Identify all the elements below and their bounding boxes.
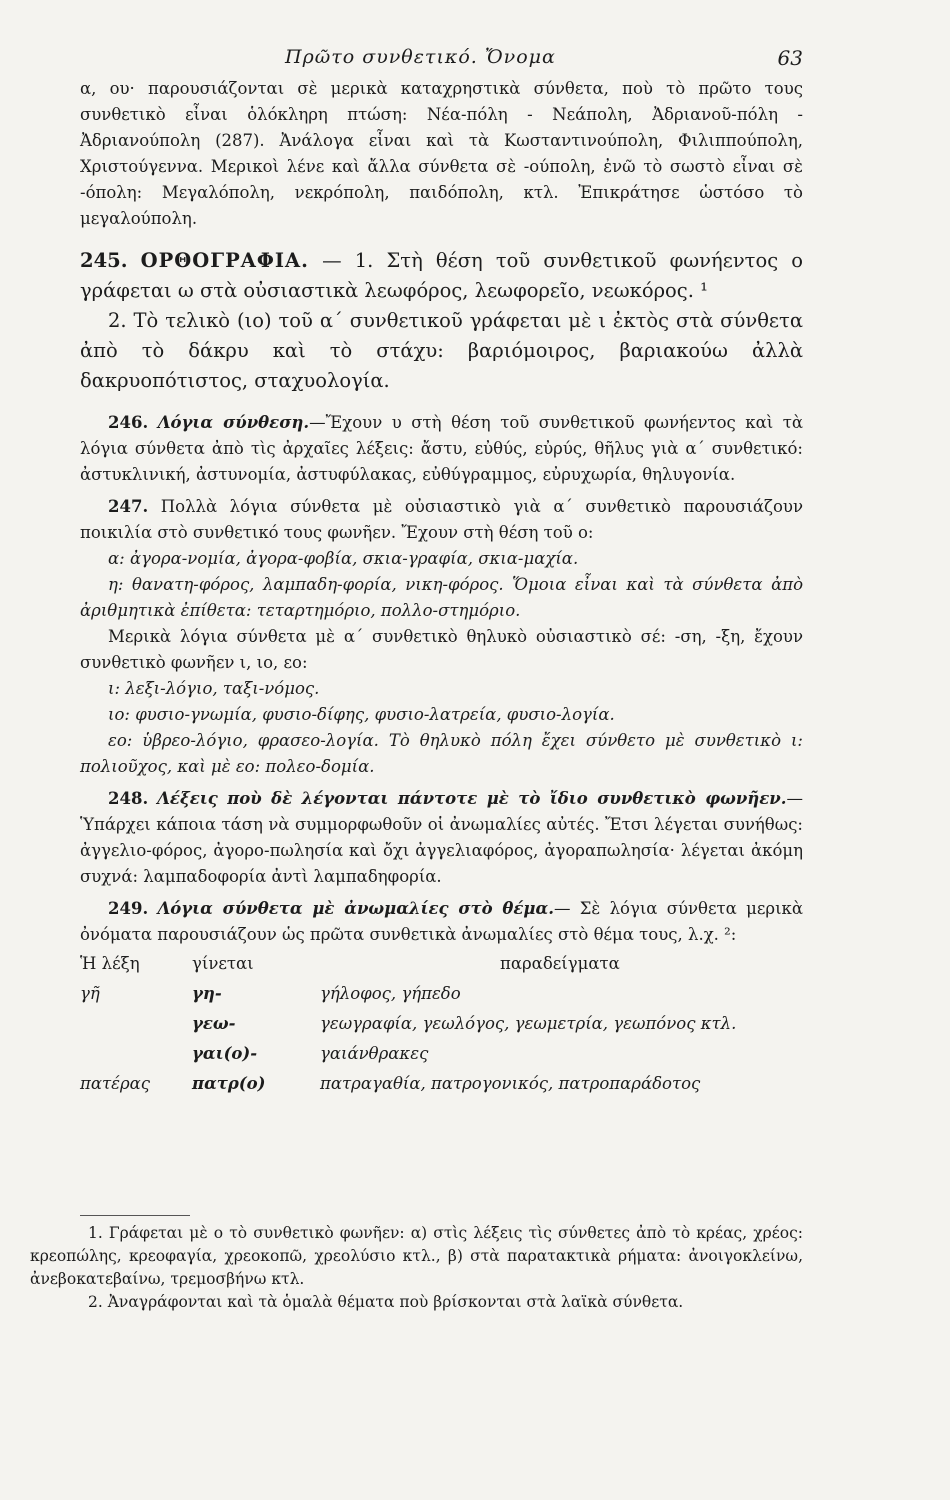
section-247 [80,494,803,780]
column-header: παραδείγματα [500,954,620,973]
section-text: Μερικὰ λόγια σύνθετα μὲ α΄ συνθετικὸ θηλυκὸ οὐσιαστικὸ σέ: -ση, -ξη, ἔχουν συνθετικὸ φωνῆεν ι, ιο, εο: [80,627,803,672]
table-cell-word: γῆ [80,984,100,1003]
page-number: 63 [777,46,803,70]
example-line: η: θανατη-φόρος, λαμπαδη-φορία, νικη-φόρος. Ὅμοια εἶναι καὶ τὰ σύνθετα ἀπὸ ἀριθμητικὰ ἐπίθετα: τεταρτημόριο, πολλο-στημόριο. [80,575,803,620]
section-text: —Ἔχουν υ στὴ θέση τοῦ συνθετικοῦ φωνήεντος καὶ τὰ λόγια σύνθετα ἀπὸ τὶς ἀρχαῖες λέξεις: ἄστυ, εὐθύς, εὐρύς, θῆλυς γιὰ α΄ συνθετικό: ἀστυκλινική, ἀστυνομία, ἀστυφύλακας, εὐθύγραμμος, εὐρυχωρία, θηλυγονία. [80,413,803,484]
section-249 [80,896,803,948]
footnote-divider [80,1215,190,1216]
section-number: 246. [108,413,149,432]
section-text: — 1. Στὴ θέση τοῦ συνθετικοῦ φωνήεντος ο γράφεται ω στὰ οὐσιαστικὰ λεωφόρος, λεωφορεῖο, νεωκόρος. ¹ [80,249,804,302]
table-cell-word [80,1014,192,1044]
table-cell-stem: γη- [192,984,222,1003]
section-number: 249. [108,899,149,918]
section-title: Λόγια σύνθετα μὲ ἀνωμαλίες στὸ θέμα. [157,899,554,918]
section-number: 248. [108,789,149,808]
section-title: Λόγια σύνθεση. [157,413,310,432]
intro-paragraph: α, ου· παρουσιάζονται σὲ μερικὰ καταχρηστικὰ σύνθετα, ποὺ τὸ πρῶτο τους συνθετικὸ εἶναι ὁλόκληρη πτώση: Νέα-πόλη - Νεάπολη, Ἀδριανοῦ-πόλη - Ἀδριανούπολη (287). Ἀνάλογα εἶναι καὶ τὰ Κωσταντινούπολη, Φιλιππούπολη, Χριστούγεννα. Μερικοὶ λένε καὶ ἄλλα σύνθετα σὲ -ούπολη, ἐνῶ τὸ σωστὸ εἶναι σὲ -όπολη: Μεγαλόπολη, νεκρόπολη, παιδόπολη, κτλ. Ἐπικράτησε ὡστόσο τὸ μεγαλούπολη. [80,79,803,228]
footnote: 2. Ἀναγράφονται καὶ τὰ ὁμαλὰ θέματα ποὺ βρίσκονται στὰ λαϊκὰ σύνθετα. [88,1293,684,1311]
table-cell-word: πατέρας [80,1074,151,1093]
table-cell-examples: γαιάνθρακες [320,1044,429,1063]
examples-table [80,954,736,1104]
running-title: Πρῶτο συνθετικό. Ὄνομα [285,46,556,68]
table-row [80,1074,736,1104]
example-line: α: ἀγορα-νομία, ἀγορα-φοβία, σκια-γραφία, σκια-μαχία. [108,549,579,568]
table-header [80,954,736,984]
table-cell-examples: γεωγραφία, γεωλόγος, γεωμετρία, γεωπόνος κτλ. [320,1014,737,1033]
column-header: Ἡ λέξη [80,954,140,973]
column-header: γίνεται [192,954,254,973]
table-cell-examples: πατραγαθία, πατρογονικός, πατροπαράδοτος [320,1074,701,1093]
footnote: 1. Γράφεται μὲ ο τὸ συνθετικὸ φωνῆεν: α) στὶς λέξεις τὶς σύνθετες ἀπὸ τὸ κρέας, χρέος: κρεοπώλης, κρεοφαγία, χρεοκοπῶ, χρεολύσιο κτλ., β) στὰ παρατακτικὰ ρήματα: ἀνοιγοκλείνω, ἀνεβοκατεβαίνω, τρεμοσβήνω κτλ. [30,1224,803,1288]
section-245 [80,246,803,396]
table-row [80,1014,736,1044]
section-text: 2. Τὸ τελικὸ (ιο) τοῦ α΄ συνθετικοῦ γράφεται μὲ ι ἐκτὸς στὰ σύνθετα ἀπὸ τὸ δάκρυ καὶ τὸ στάχυ: βαριόμοιρος, βαριακούω ἀλλὰ δακρυοπότιστος, σταχυολογία. [80,309,803,392]
table-row [80,984,736,1014]
section-text: — Σὲ λόγια σύνθετα μερικὰ ὀνόματα παρουσιάζουν ὡς πρῶτα συνθετικὰ ἀνωμαλίες στὸ θέμα τους, λ.χ. ²: [80,899,803,944]
table-cell-stem: πατρ(ο) [192,1074,266,1093]
section-text: Πολλὰ λόγια σύνθετα μὲ οὐσιαστικὸ γιὰ α΄ συνθετικὸ παρουσιάζουν ποικιλία στὸ συνθετικό τους φωνῆεν. Ἔχουν στὴ θέση τοῦ ο: [80,497,803,542]
page-body [80,40,803,1104]
section-246 [80,410,803,488]
table-cell-examples: γήλοφος, γήπεδο [320,984,461,1003]
section-number: 247. [108,497,149,516]
section-title: Λέξεις ποὺ δὲ λέγονται πάντοτε μὲ τὸ ἴδιο συνθετικὸ φωνῆεν. [157,789,787,808]
table-cell-stem: γεω- [192,1014,236,1033]
section-text: — Ὑπάρχει κάποια τάση νὰ συμμορφωθοῦν οἱ ἀνωμαλίες αὐτές. Ἔτσι λέγεται συνήθως: ἀγγελιο-φόρος, ἀγορο-πωλησία καὶ ὄχι ἀγγελιαφόρος, ἀγοραπωλησία· λέγεται ἀκόμη συχνά: λαμπαδοφορία ἀντὶ λαμπαδηφορία. [80,789,803,886]
table-row [80,1044,736,1074]
section-title: ΟΡΘΟΓΡΑΦΙΑ. [140,249,309,272]
example-line: εο: ὑβρεο-λόγιο, φρασεο-λογία. Τὸ θηλυκὸ πόλη ἔχει σύνθετο μὲ συνθετικὸ ι: πολιοῦχος, καὶ μὲ εο: πολεο-δομία. [80,731,803,776]
section-248 [80,786,803,890]
section-number: 245. [80,249,128,272]
example-line: ι: λεξι-λόγιο, ταξι-νόμος. [108,679,320,698]
footnotes [30,1222,803,1314]
running-head [80,40,803,76]
table-cell-word [80,1044,192,1074]
table-cell-stem: γαι(ο)- [192,1044,258,1063]
example-line: ιο: φυσιο-γνωμία, φυσιο-δίφης, φυσιο-λατρεία, φυσιο-λογία. [108,705,615,724]
